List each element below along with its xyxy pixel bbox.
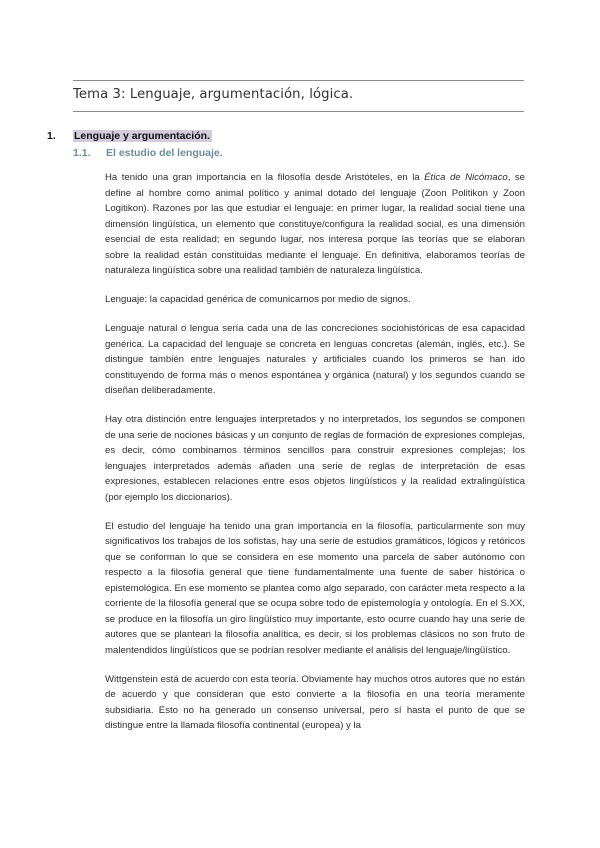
book-title: Ética de Nicómaco [424, 172, 508, 183]
paragraph-4: Hay otra distinción entre lenguajes interpretados y no interpretados, los segundos se componen de una serie de nociones básicas y un conjunto de reglas de formación de expresiones complejas, es decir, cómo combinamos términos sencillos para construir expresiones complejas; los lenguajes interpretados además añaden una serie de reglas de interpretación de esas expresiones, establecen relaciones entre esos objetos lingüísticos y la realidad extralingüística (por ejemplo los diccionarios). [105, 414, 525, 503]
paragraph-3: Lenguaje natural o lengua sería cada una de las concreciones sociohistóricas de esa capacidad genérica. La capacidad del lenguaje se concreta en lenguas concretas (alemán, inglés, etc.). Se distingue también entre lenguajes naturales y artificiales cuando los primeros se han ido constituyendo de forma más o menos espontánea y orgánica (natural) y los segundos cuando se diseñan deliberadamente. [105, 323, 525, 396]
paragraph-1 [105, 170, 525, 279]
paragraph-2: Lenguaje: la capacidad genérica de comunicarnos por medio de signos. [105, 294, 411, 305]
paragraph-5: El estudio del lenguaje ha tenido una gran importancia en la filosofía, particularmente son muy significativos los trabajos de los sofistas, hay una serie de estudios gramáticos, lógicos y retóricos que se conforman lo que se considera en ese momento una parcela de saber autónomo con respecto a la filosofía general que tiene fundamentalmente una fuente de saber histórica o epistemológica. En ese momento se plantea como algo separado, con carácter meta respecto a la corriente de la filosofía general que se ocupa sobre todo de epistemología y ontología. En el S.XX, se produce en la filosofía un giro lingüístico muy importante, esto ocurre cuando hay una serie de autores que se plantean la filosofía analítica, es decir, si los problemas clásicos no son fruto de malentendidos lingüísticos que se podrían resolver mediante el análisis del lenguaje/lingüístico. [105, 520, 525, 656]
paragraph-1-start: Ha tenido una gran importancia en la filosofía desde Aristóteles, en la [105, 172, 425, 183]
paragraph-6: Wittgenstein está de acuerdo con esta teoría. Obviamente hay muchos otros autores que no están de acuerdo y que consideran que esto convierte a la filosofía en una teoría meramente subsidiaria. Esto no ha generado un consenso universal, pero sí hasta el punto de que se distingue entre la llamada filosofía continental (europea) y la [105, 673, 525, 731]
header-top-rule [73, 80, 524, 81]
subsection-title: El estudio del lenguaje. [106, 147, 223, 159]
section-number: 1. [47, 130, 56, 142]
section-title: Lenguaje y argumentación. [74, 130, 210, 142]
paragraph-1-end: , se define al hombre como animal político y animal dotado del lenguaje (Zoon Politikon y Zoon Logitikon). Razones por las que estudiar el lenguaje: en primer lugar, la realidad social tiene una dimensión lingüística, un elemento que constituye/configura la realidad social, es una dimensión esencial de esta realidad; en segundo lugar, nos interesa porque las teorías que se elaboran sobre la realidad están constituidas mediante el lenguaje. En definitiva, elaboramos teorías de naturaleza lingüística sobre una realidad también de naturaleza lingüística. [105, 172, 525, 276]
body-text [105, 170, 525, 734]
document-title: Tema 3: Lenguaje, argumentación, lógica. [73, 87, 354, 102]
subsection-number: 1.1. [73, 147, 91, 159]
header-bottom-rule [73, 111, 524, 112]
